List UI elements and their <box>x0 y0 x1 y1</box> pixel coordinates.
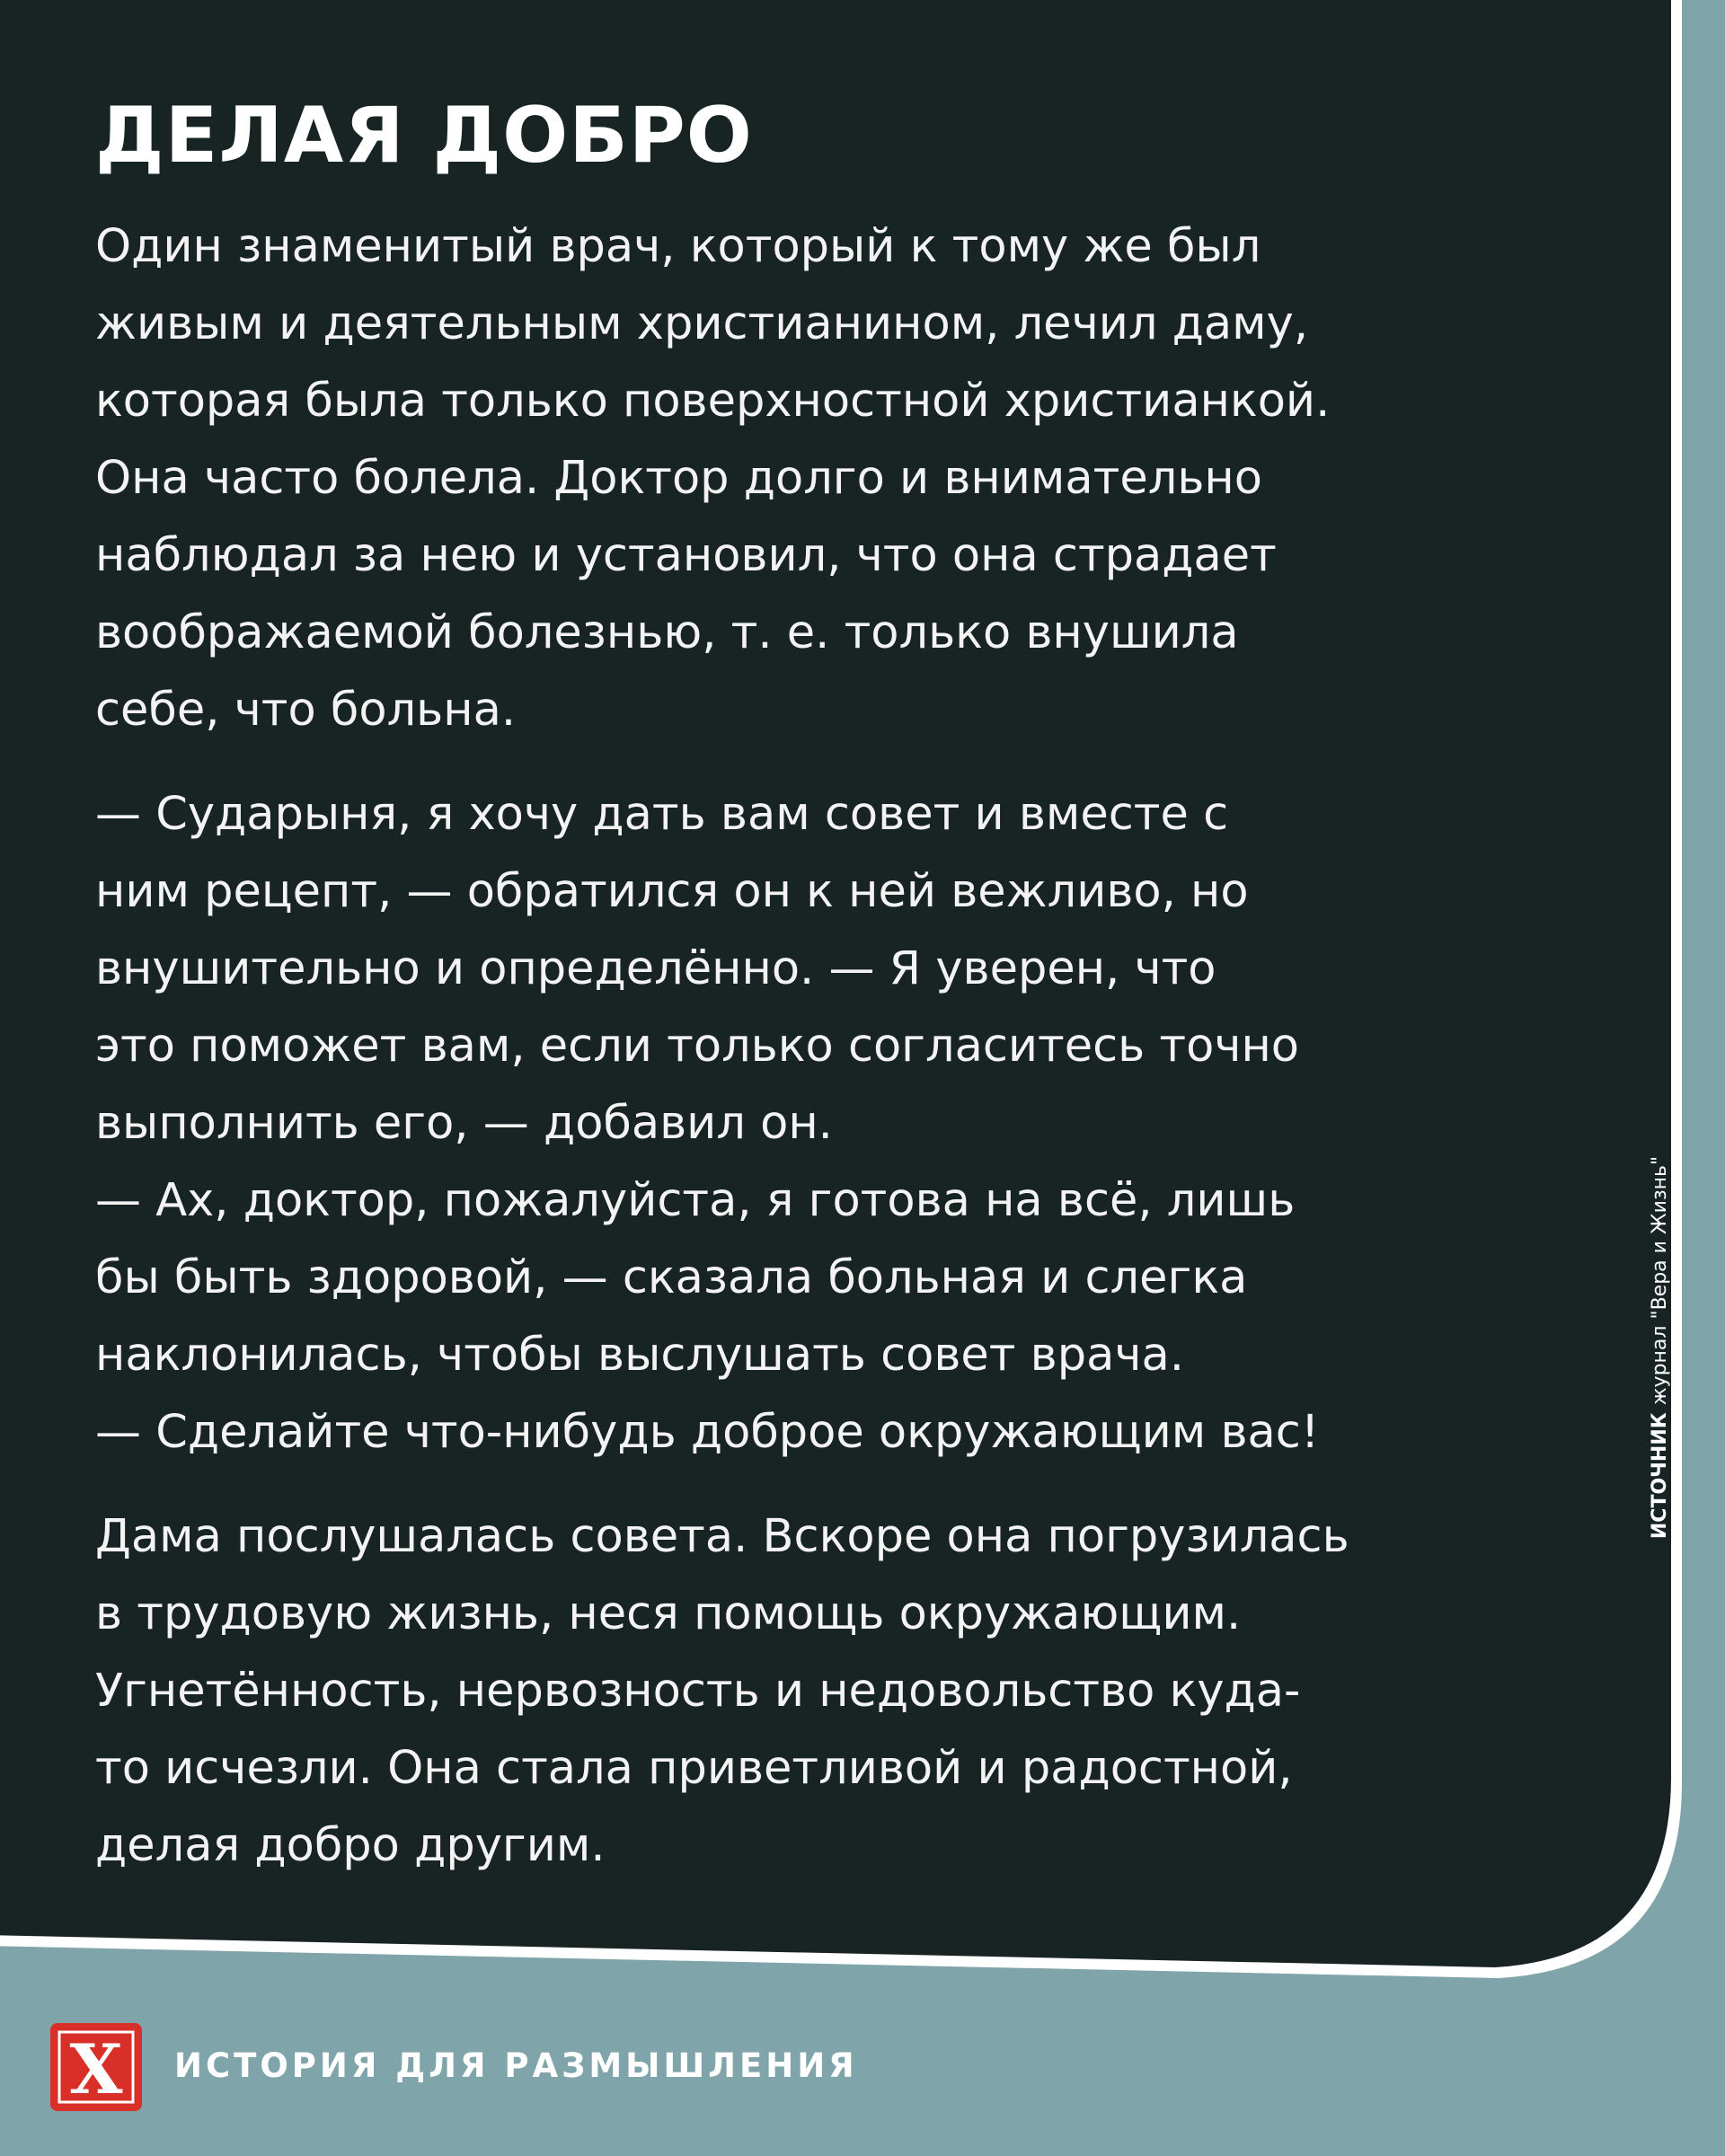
source-text: журнал "Вера и Жизнь" <box>1649 1155 1671 1406</box>
story-line: наклонилась, чтобы выслушать совет врача. <box>95 1329 1184 1382</box>
story-line: Дама послушалась совета. Вскоре она погрузилась <box>95 1510 1349 1563</box>
story-line: внушительно и определённо. — Я уверен, что <box>95 942 1216 995</box>
story-line: Она часто болела. Доктор долго и внимательно <box>95 452 1262 505</box>
story-paragraph-2 <box>95 776 1533 1471</box>
story-line: — Ах, доктор, пожалуйста, я готова на всё, лишь <box>95 1174 1296 1227</box>
story-content <box>95 86 1533 1885</box>
story-line: себе, что больна. <box>95 684 517 737</box>
story-line: ним рецепт, — обратился он к ней вежливо, но <box>95 865 1249 918</box>
story-line: воображаемой болезнью, т. е. только внушила <box>95 606 1239 659</box>
source-credit <box>1648 1156 1673 1539</box>
story-line: которая была только поверхностной христианкой. <box>95 375 1331 428</box>
story-line: Угнетённость, нервозность и недовольство куда- <box>95 1665 1301 1718</box>
story-line: наблюдал за нею и установил, что она страдает <box>95 529 1277 582</box>
story-line: бы быть здоровой, — сказала больная и слегка <box>95 1251 1248 1304</box>
story-line: — Сделайте что-нибудь доброе окружающим вас! <box>95 1406 1320 1459</box>
story-line: живым и деятельным христианином, лечил даму, <box>95 297 1309 350</box>
story-line: делая добро другим. <box>95 1819 606 1872</box>
section-caption: ИСТОРИЯ ДЛЯ РАЗМЫШЛЕНИЯ <box>174 2046 858 2085</box>
story-title: ДЕЛАЯ ДОБРО <box>95 91 753 181</box>
story-line: выполнить его, — добавил он. <box>95 1097 833 1150</box>
story-line: Один знаменитый врач, который к тому же был <box>95 220 1261 273</box>
story-line: — Сударыня, я хочу дать вам совет и вместе с <box>95 788 1229 841</box>
story-line: это поможет вам, если только согласитесь точно <box>95 1020 1299 1073</box>
story-paragraph-3 <box>95 1498 1533 1885</box>
brand-logo-icon <box>50 2023 142 2111</box>
story-line: то исчезли. Она стала приветливой и радостной, <box>95 1742 1293 1795</box>
logo-letter: X <box>69 2029 123 2109</box>
source-label: ИСТОЧНИК <box>1649 1412 1671 1540</box>
story-line: в трудовую жизнь, неся помощь окружающим. <box>95 1587 1242 1640</box>
story-paragraph-1 <box>95 208 1533 749</box>
